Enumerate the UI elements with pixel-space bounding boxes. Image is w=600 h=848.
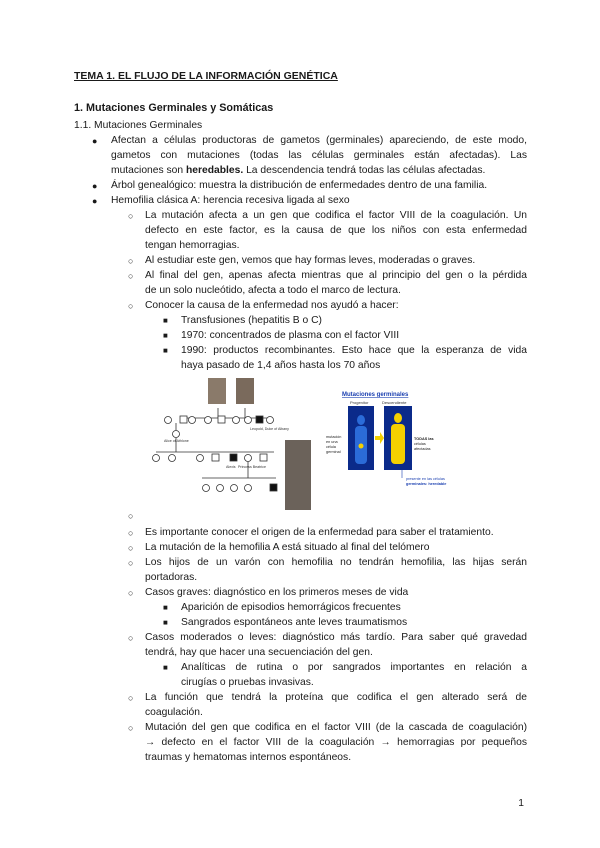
b1-line1: Afectan a células productoras de gametos (germinales) apareciendo, de este modo, [111, 135, 527, 146]
bullet-circle: ○ [128, 271, 134, 281]
page-number: 1 [518, 798, 524, 809]
pedigree-label: Alexis [226, 465, 236, 469]
document-title: TEMA 1. EL FLUJO DE LA INFORMACIÓN GENÉTICA [74, 70, 338, 82]
u1-line: Aparición de episodios hemorrágicos frecuentes [181, 602, 401, 613]
portrait-image [236, 378, 254, 404]
panel-label: germinales: heredable [406, 482, 447, 486]
pedigree-affected-male [256, 416, 263, 423]
arrow-icon [375, 432, 384, 444]
section-heading: 1. Mutaciones Germinales y Somáticas [74, 102, 274, 114]
panel-label: células [414, 442, 426, 446]
s1-line1: La mutación afecta a un gen que codifica el factor VIII de la coagulación. Un [145, 210, 527, 221]
pedigree-male [180, 416, 187, 423]
b1-line3 [111, 164, 485, 178]
s1-line2: defecto en este factor, es la causa de que los niños con esta enfermedad [145, 225, 527, 236]
pedigree-female [217, 485, 224, 492]
pedigree-label: Leopold, Duke of Albany [250, 427, 289, 431]
bullet-square: ■ [163, 346, 168, 355]
pedigree-female [233, 417, 240, 424]
pedigree-figure [150, 372, 520, 512]
pedigree-carrier [173, 431, 180, 438]
s2-line: Al estudiar este gen, vemos que hay formas leves, moderadas o graves. [145, 255, 476, 266]
bullet-circle: ○ [128, 543, 134, 553]
pedigree-label: Princess Beatrice [238, 465, 266, 469]
bullet-dot: ● [92, 196, 98, 206]
pedigree-female [169, 455, 176, 462]
bullet-circle: ○ [128, 588, 134, 598]
s10-line2: tendrá, hay que hacer una secuenciación del gen. [145, 647, 373, 658]
bullet-dot: ● [92, 181, 98, 191]
pedigree-female [205, 417, 212, 424]
s12-line2: → defecto en el factor VIII de la coagulación → hemorragias por pequeños [145, 737, 527, 748]
pedigree-female [267, 417, 274, 424]
bullet-circle: ○ [128, 723, 134, 733]
b1-text-end: La descendencia tendrá todas las células afectadas. [243, 165, 486, 176]
t2-line: 1970: concentrados de plasma con el factor VIII [181, 330, 400, 341]
pedigree-affected-male [230, 454, 237, 461]
bullet-square: ■ [163, 618, 168, 627]
child-silhouette [394, 413, 402, 423]
mutation-panel-title: Mutaciones germinales [342, 392, 409, 398]
pedigree-male [260, 454, 267, 461]
pedigree-female [203, 485, 210, 492]
panel-label: afectadas [414, 447, 431, 451]
panel-heading: Progenitor [350, 400, 369, 405]
pedigree-female [245, 455, 252, 462]
bullet-square: ■ [163, 316, 168, 325]
panel-label: presente en las células [406, 477, 445, 481]
v1-line1: Analíticas de rutina o por sangrados importantes en relación a [181, 662, 527, 673]
pedigree-male [218, 416, 225, 423]
bullet-circle: ○ [128, 301, 134, 311]
s12-line1: Mutación del gen que codifica en el factor VIII (de la cascada de coagulación) [145, 722, 527, 733]
child-silhouette [391, 424, 405, 464]
b3-line: Hemofilia clásica A: herencia recesiva ligada al sexo [111, 195, 350, 206]
pedigree-label: Alice of Athlone [164, 439, 189, 443]
panel-label: en una [326, 440, 338, 444]
bullet-circle-empty: ○ [128, 511, 134, 521]
s8-line1: Los hijos de un varón con hemofilia no tendrán hemofilia, las hijas serán [145, 557, 527, 568]
panel-label: célula [326, 445, 336, 449]
b2-line: Árbol genealógico: muestra la distribución de enfermedades dentro de una familia. [111, 180, 488, 191]
panel-label: mutación [326, 435, 342, 439]
bullet-circle: ○ [128, 528, 134, 538]
s9-line: Casos graves: diagnóstico en los primeros meses de vida [145, 587, 409, 598]
bullet-dot: ● [92, 136, 98, 146]
pedigree-female [245, 485, 252, 492]
s11-line1: La función que tendrá la proteína que codifica el gen alterado será de [145, 692, 527, 703]
bullet-circle: ○ [128, 693, 134, 703]
t1-line: Transfusiones (hepatitis B o C) [181, 315, 322, 326]
pedigree-affected-male [270, 484, 277, 491]
pedigree-female [153, 455, 160, 462]
bullet-circle: ○ [128, 558, 134, 568]
s6-line: Es importante conocer el origen de la enfermedad para saber el tratamiento. [145, 527, 494, 538]
panel-heading: Descendiente [382, 400, 407, 405]
portrait-image [208, 378, 226, 404]
bullet-circle: ○ [128, 633, 134, 643]
s3-line2: de un solo nucleótido, afecta a todo el marco de lectura. [145, 285, 401, 296]
t3-line1: 1990: productos recombinantes. Esto hace que la esperanza de vida [181, 345, 527, 356]
pedigree-female [165, 417, 172, 424]
s3-line1: Al final del gen, apenas afecta mientras que al principio del gen o la pérdida [145, 270, 527, 281]
b1-line2: gametos con mutaciones (todas las células germinales están afectadas). Las [111, 150, 527, 161]
pedigree-carrier [197, 455, 204, 462]
u2-line: Sangrados espontáneos ante leves traumatismos [181, 617, 408, 628]
panel-label: germinal [326, 450, 341, 454]
b1-bold-text: heredables. [185, 165, 244, 176]
t3-line2: haya pasado de 1,4 años hasta los 70 años [181, 360, 381, 371]
mutation-dot [359, 444, 364, 449]
s12-line3: traumas y hematomas internos espontáneos. [145, 752, 352, 763]
bullet-square: ■ [163, 663, 168, 672]
s7-line: La mutación de la hemofilia A está situado al final del telómero [145, 542, 430, 553]
s10-line1: Casos moderados o leves: diagnóstico más tardío. Para saber qué gravedad [145, 632, 527, 643]
panel-label: TODAS las [414, 437, 434, 441]
bullet-circle: ○ [128, 256, 134, 266]
bullet-circle: ○ [128, 211, 134, 221]
s8-line2: portadoras. [145, 572, 198, 583]
s1-line3: tengan hemorragias. [145, 240, 240, 251]
bullet-square: ■ [163, 603, 168, 612]
pedigree-female [231, 485, 238, 492]
portrait-image [285, 440, 311, 510]
v1-line2: cirugías o pruebas invasivas. [181, 677, 314, 688]
pedigree-female [245, 417, 252, 424]
s11-line2: coagulación. [145, 707, 203, 718]
bullet-square: ■ [163, 331, 168, 340]
pedigree-female [189, 417, 196, 424]
pedigree-male [212, 454, 219, 461]
parent-silhouette [357, 415, 365, 425]
b1-text: mutaciones son [111, 165, 186, 176]
s4-line: Conocer la causa de la enfermedad nos ayudó a hacer: [145, 300, 399, 311]
subsection-heading: 1.1. Mutaciones Germinales [74, 120, 203, 131]
